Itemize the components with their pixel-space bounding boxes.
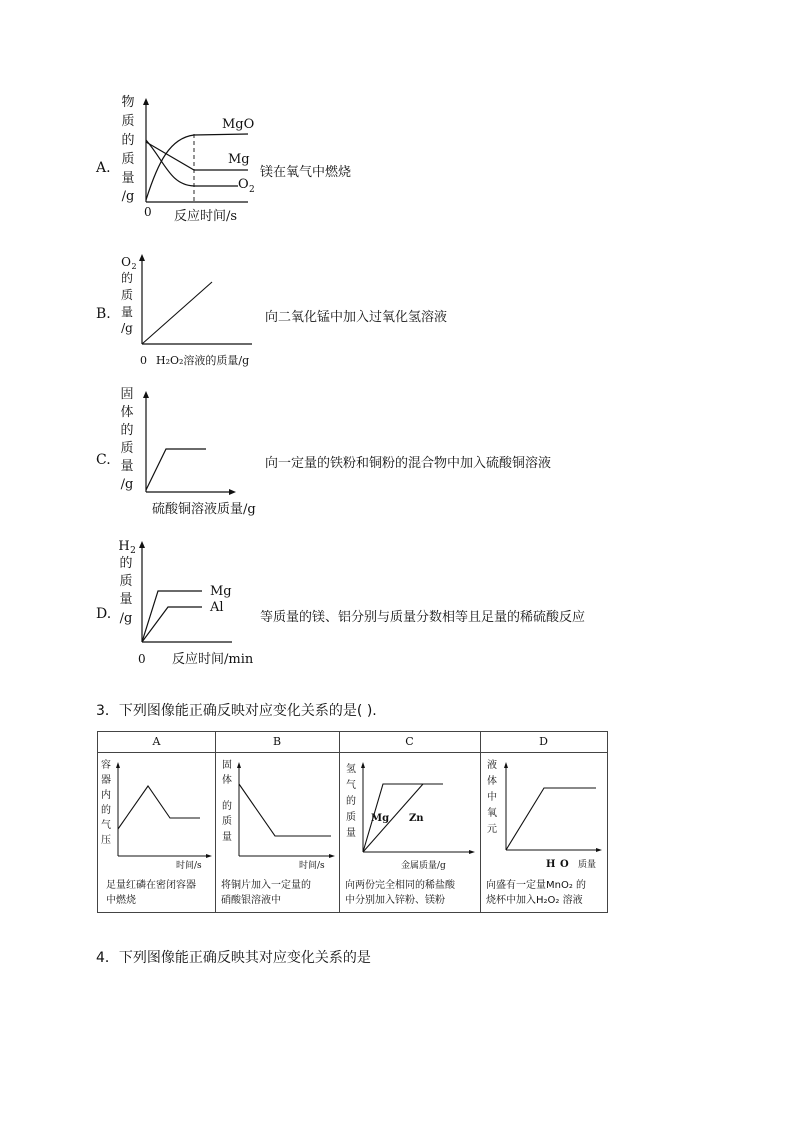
option-c-xlabel: 硫酸铜溶液质量/g bbox=[152, 502, 256, 517]
caption-3a-line1: 足量红磷在密闭容器 bbox=[106, 880, 196, 891]
graph-3b-ylabel-4: 质 bbox=[222, 816, 232, 827]
option-c-x-arrow bbox=[229, 489, 236, 495]
graph-3b-y-arrow bbox=[237, 762, 241, 768]
option-c-ylabel-4: 质 bbox=[120, 441, 134, 456]
caption-3a bbox=[106, 878, 196, 908]
option-c-letter: C. bbox=[96, 452, 111, 468]
option-b-graph bbox=[112, 252, 282, 372]
table-header-d: D bbox=[539, 735, 548, 748]
option-b-ylabel-1: 的 bbox=[120, 271, 134, 285]
graph-3a-ylabel-3: 内 bbox=[101, 790, 111, 801]
option-d-curve-mg bbox=[142, 591, 202, 642]
caption-3d-line1: 向盛有一定量MnO₂ 的 bbox=[486, 880, 587, 891]
caption-3b bbox=[221, 878, 311, 908]
option-c-y-arrow bbox=[143, 391, 149, 398]
graph-3b-line bbox=[239, 784, 331, 836]
graph-3a bbox=[98, 754, 215, 874]
caption-3b-line1: 将铜片加入一定量的 bbox=[221, 880, 311, 891]
option-c-line bbox=[146, 449, 206, 490]
option-b-letter: B. bbox=[96, 306, 111, 322]
option-d-ylabel-top-sub: 2 bbox=[130, 546, 136, 556]
graph-3d-y-arrow bbox=[504, 762, 508, 768]
question-4-text: 4．下列图像能正确反映其对应变化关系的是 bbox=[96, 950, 371, 966]
graph-3b-xlabel: 时间/s bbox=[299, 861, 325, 871]
option-d-label-mg: Mg bbox=[210, 584, 232, 599]
option-b-origin: 0 bbox=[140, 354, 147, 367]
option-a-label-mg: Mg bbox=[228, 152, 250, 167]
graph-3c-x-arrow bbox=[469, 850, 475, 854]
table-header-b: B bbox=[272, 735, 282, 748]
option-d-ylabel-3: 量 bbox=[119, 592, 133, 607]
option-a-label-o2: O bbox=[238, 177, 249, 192]
caption-3c-line2: 中分别加入锌粉、镁粉 bbox=[345, 895, 445, 906]
graph-3a-line bbox=[118, 786, 200, 829]
graph-3d-ylabel-5: 元 bbox=[487, 824, 497, 835]
option-d-description: 等质量的镁、铝分别与质量分数相等且足量的稀硫酸反应 bbox=[260, 610, 586, 625]
graph-3b-ylabel-5: 量 bbox=[222, 832, 232, 843]
table-col-d bbox=[480, 732, 607, 912]
caption-3d-line2: 烧杯中加入H₂O₂ 溶液 bbox=[486, 895, 583, 906]
question-3-text: 3．下列图像能正确反映对应变化关系的是( ). bbox=[96, 703, 377, 719]
option-a-ylabel-2: 质 bbox=[121, 114, 135, 129]
option-d-y-arrow bbox=[139, 541, 145, 548]
table-header-a: A bbox=[152, 735, 161, 748]
graph-3c-xlabel: 金属质量/g bbox=[401, 861, 446, 871]
caption-3c-line1: 向两份完全相同的稀盐酸 bbox=[345, 880, 455, 891]
graph-3c-ylabel-3: 的 bbox=[346, 796, 356, 807]
option-a-label-o2-sub: 2 bbox=[249, 185, 255, 195]
caption-3b-line2: 硝酸银溶液中 bbox=[221, 895, 281, 906]
graph-3c-y-arrow bbox=[361, 762, 365, 768]
graph-3a-ylabel-6: 压 bbox=[101, 835, 111, 846]
graph-3a-xlabel: 时间/s bbox=[176, 861, 202, 871]
graph-3d-xlabel-h: H bbox=[546, 859, 556, 870]
option-c-ylabel-2: 体 bbox=[120, 405, 134, 420]
option-d-graph bbox=[112, 534, 272, 669]
question-3-table bbox=[97, 731, 608, 913]
option-d-ylabel-2: 质 bbox=[119, 574, 133, 589]
option-c-ylabel-5: 量 bbox=[120, 459, 134, 474]
option-b-line bbox=[142, 282, 212, 344]
option-d-letter: D. bbox=[96, 606, 112, 622]
option-b-ylabel-top-sub: 2 bbox=[131, 262, 137, 271]
table-col-c bbox=[339, 732, 481, 912]
option-a-description: 镁在氧气中燃烧 bbox=[260, 165, 352, 180]
option-a-ylabel-4: 质 bbox=[121, 152, 135, 167]
graph-3c-ylabel-5: 量 bbox=[346, 828, 356, 839]
graph-3d-ylabel-3: 中 bbox=[487, 792, 497, 803]
option-c-description: 向一定量的铁粉和铜粉的混合物中加入硫酸铜溶液 bbox=[265, 456, 552, 471]
option-d-ylabel-1: 的 bbox=[119, 556, 133, 571]
option-c-yunit: /g bbox=[120, 477, 134, 492]
option-b-xlabel: H₂O₂溶液的质量/g bbox=[156, 354, 250, 367]
graph-3c-label-mg: Mg bbox=[371, 813, 390, 824]
caption-3d bbox=[486, 878, 586, 908]
option-a-letter: A. bbox=[96, 160, 111, 176]
graph-3a-ylabel-4: 的 bbox=[101, 805, 111, 816]
table-header-c: C bbox=[405, 735, 414, 748]
option-d-yunit: /g bbox=[119, 611, 133, 626]
graph-3b-ylabel-2: 体 bbox=[222, 775, 232, 786]
option-a-yunit: /g bbox=[121, 189, 135, 204]
graph-3d-ylabel-2: 体 bbox=[487, 776, 497, 787]
graph-3b-ylabel-1: 固 bbox=[222, 760, 232, 771]
graph-3a-y-arrow bbox=[116, 762, 120, 768]
option-c-graph bbox=[112, 382, 272, 520]
graph-3c-ylabel-1: 氢 bbox=[346, 764, 356, 775]
option-c-ylabel-1: 固 bbox=[120, 387, 134, 402]
option-a-xlabel: 反应时间/s bbox=[174, 209, 238, 224]
graph-3a-ylabel-5: 气 bbox=[101, 820, 111, 831]
table-col-b bbox=[215, 732, 340, 912]
table-col-a bbox=[98, 732, 216, 912]
graph-3d-line bbox=[506, 788, 596, 850]
option-a-curve-mgo bbox=[146, 134, 248, 200]
option-a-origin: 0 bbox=[144, 205, 152, 219]
graph-3d-ylabel-4: 氧 bbox=[487, 808, 497, 819]
graph-3d bbox=[480, 754, 607, 874]
option-a-y-arrow bbox=[143, 98, 149, 105]
graph-3d-xlabel-o: O bbox=[560, 859, 569, 870]
graph-3c-label-zn: Zn bbox=[409, 813, 424, 824]
option-d-xlabel: 反应时间/min bbox=[172, 652, 254, 667]
option-b-y-arrow bbox=[139, 254, 145, 261]
caption-3a-line2: 中燃烧 bbox=[106, 895, 136, 906]
graph-3b-x-arrow bbox=[329, 854, 335, 858]
option-b-ylabel-3: 量 bbox=[120, 305, 134, 319]
graph-3c-ylabel-2: 气 bbox=[346, 780, 356, 791]
graph-3d-x-arrow bbox=[596, 848, 602, 852]
graph-3d-xlabel-mass: 质量 bbox=[578, 860, 597, 870]
option-b-yunit: /g bbox=[121, 321, 133, 335]
graph-3a-ylabel-2: 器 bbox=[101, 775, 111, 786]
option-b-description: 向二氧化锰中加入过氧化氢溶液 bbox=[265, 310, 448, 325]
option-b-ylabel-top: O bbox=[121, 255, 131, 269]
option-d-origin: 0 bbox=[138, 652, 146, 666]
graph-3b-ylabel-3: 的 bbox=[222, 801, 232, 812]
option-a-ylabel-5: 量 bbox=[121, 171, 135, 186]
graph-3a-x-arrow bbox=[206, 854, 212, 858]
option-b-ylabel-2: 质 bbox=[120, 288, 134, 302]
option-d-ylabel-top: H bbox=[118, 539, 130, 554]
option-a-label-mgo: MgO bbox=[222, 117, 255, 132]
option-a-graph bbox=[110, 92, 260, 227]
graph-3c-ylabel-4: 质 bbox=[346, 812, 356, 823]
caption-3c bbox=[345, 878, 455, 908]
graph-3c bbox=[339, 754, 480, 874]
option-d-label-al: Al bbox=[210, 600, 224, 615]
option-a-ylabel-3: 的 bbox=[121, 133, 135, 148]
option-c-ylabel-3: 的 bbox=[120, 423, 134, 438]
graph-3b bbox=[215, 754, 339, 874]
option-a-ylabel-1: 物 bbox=[121, 95, 135, 110]
graph-3a-ylabel-1: 容 bbox=[101, 760, 111, 771]
graph-3d-ylabel-1: 液 bbox=[487, 760, 497, 771]
